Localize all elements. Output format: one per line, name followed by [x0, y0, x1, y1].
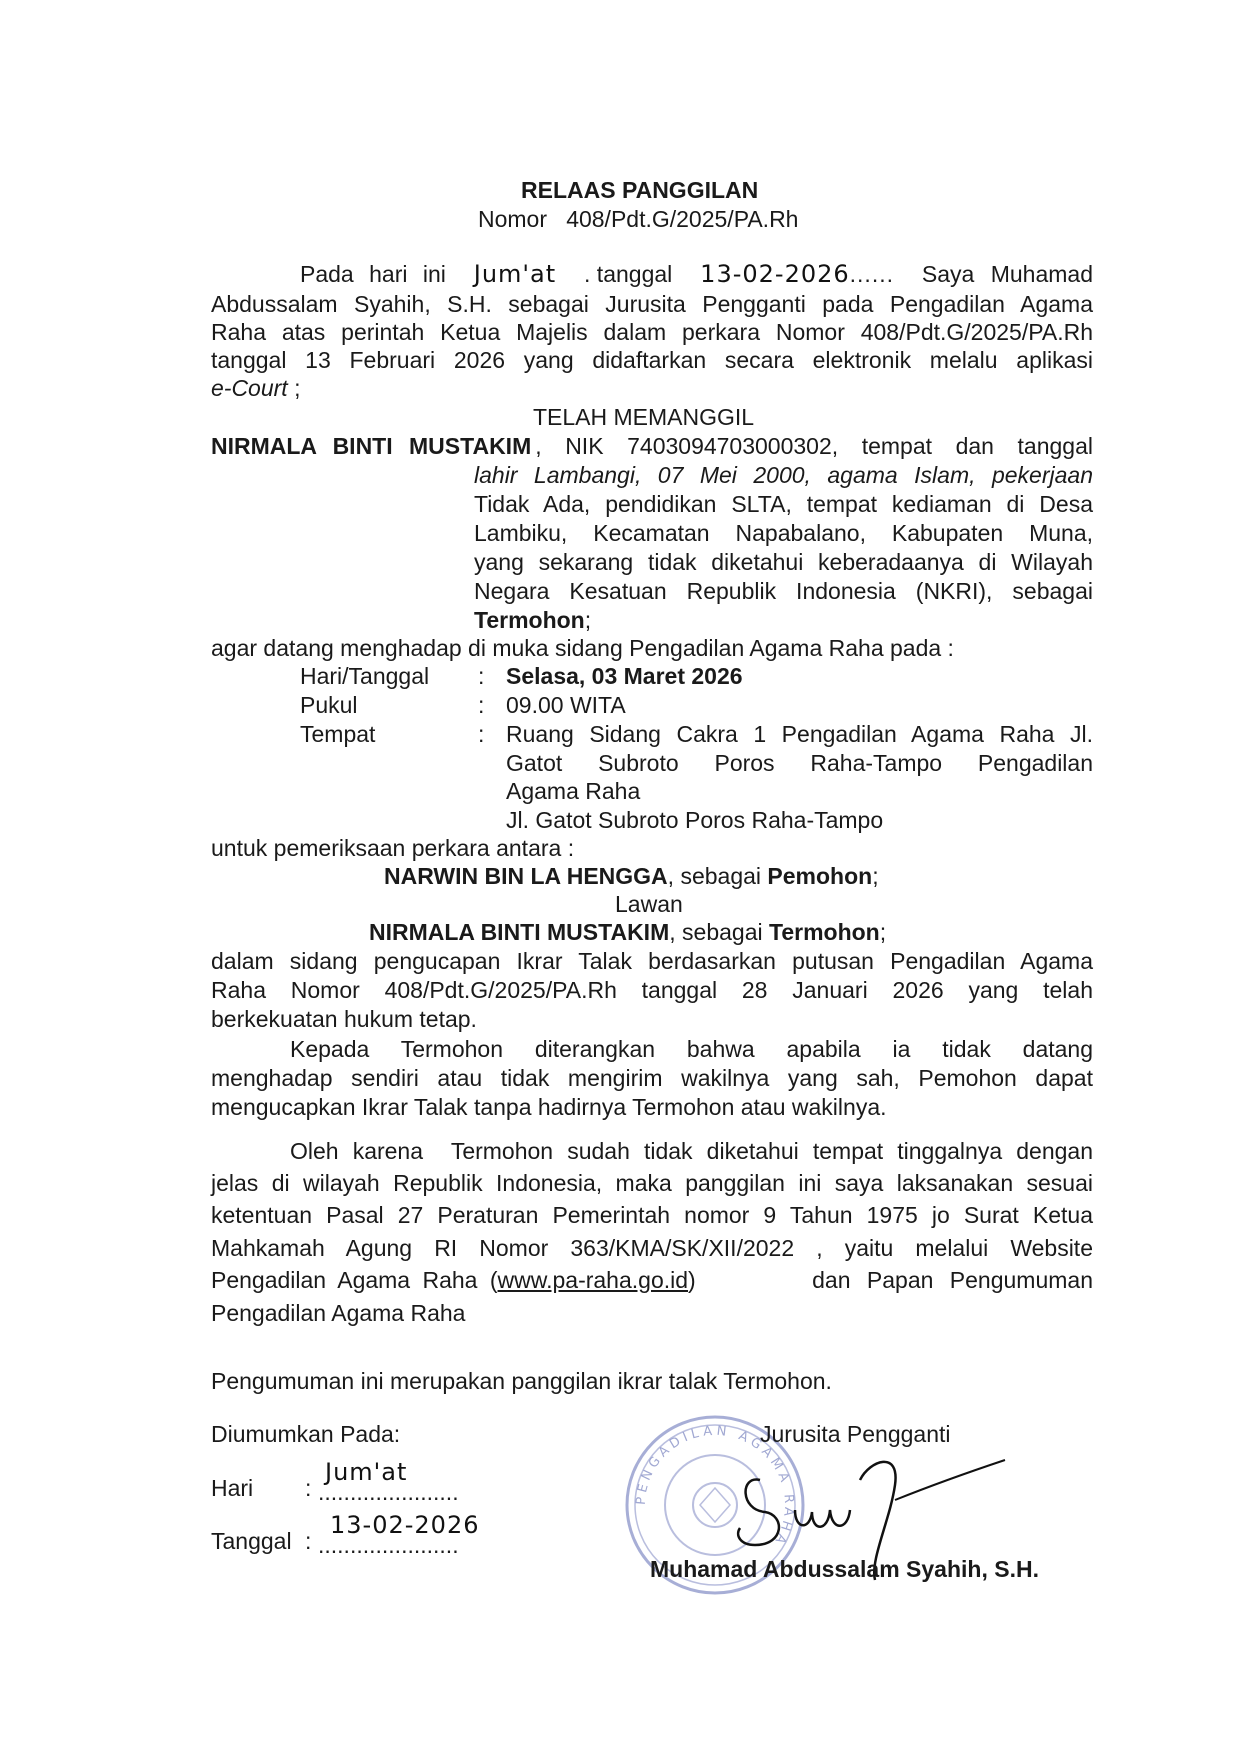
summons-birth-text: lahir Lambangi, 07 Mei 2000, agama Islam, pekerjaan — [474, 462, 1093, 488]
announce-date-sep: : — [305, 1528, 312, 1554]
opening-line-1 — [300, 260, 1093, 289]
olehkarena-line-5-close: ) — [688, 1267, 696, 1293]
signer-name — [650, 1555, 1039, 1584]
announced-on-label: Diumumkan Pada: — [211, 1421, 401, 1447]
respondent-name: NIRMALA BINTI MUSTAKIM — [211, 433, 532, 459]
handwritten-day: Jum'at — [473, 260, 557, 288]
document-title: RELAAS PANGGILAN — [521, 177, 759, 203]
summons-line-6: Negara Kesatuan Republik Indonesia (NKRI), sebagai — [474, 578, 1093, 604]
olehkarena-line-2: jelas di wilayah Republik Indonesia, maka panggilan ini saya laksanakan sesuai — [211, 1170, 1093, 1196]
termohon-semi: ; — [879, 919, 887, 945]
ecourt-text: e-Court — [211, 375, 288, 401]
summons-line-5: yang sekarang tidak diketahui keberadaanya di Wilayah — [474, 549, 1093, 575]
olehkarena-line-6: Pengadilan Agama Raha — [211, 1300, 466, 1326]
summons-line-7-rest: ; — [584, 607, 592, 633]
kepada-line-2: menghadap sendiri atau tidak mengirim wakilnya yang sah, Pemohon dapat — [211, 1065, 1093, 1091]
termohon-sebagai: , sebagai — [669, 919, 769, 945]
case-number — [478, 205, 798, 234]
announce-day-label: Hari — [211, 1475, 254, 1501]
announce-date-handwritten: 13-02-2026 — [330, 1511, 480, 1539]
summons-line-1 — [211, 432, 1093, 461]
olehkarena-line-5 — [211, 1266, 1093, 1295]
olehkarena-line-3: ketentuan Pasal 27 Peraturan Pemerintah nomor 9 Tahun 1975 jo Surat Ketua — [211, 1202, 1093, 1228]
opening-line-4: tanggal 13 Februari 2026 yang didaftarkan secara elektronik melalu aplikasi — [211, 347, 1093, 373]
opening-line-2: Abdussalam Syahih, S.H. sebagai Jurusita Pengganti pada Pengadilan Agama — [211, 291, 1093, 317]
opening-mid: . tanggal — [584, 261, 673, 287]
summons-line-4: Lambiku, Kecamatan Napabalano, Kabupaten Muna, — [474, 520, 1093, 546]
attend-colon-day: : — [478, 663, 485, 689]
attend-place-line-3: Agama Raha — [506, 778, 641, 804]
pemohon-name: NARWIN BIN LA HENGGA — [384, 863, 668, 889]
attend-label-day: Hari/Tanggal — [300, 663, 430, 689]
signer-role: Jurusita Pengganti — [760, 1421, 951, 1447]
kepada-line-1: Kepada Termohon diterangkan bahwa apabila ia tidak datang — [290, 1036, 1093, 1062]
opening-prefix: Pada hari ini — [300, 261, 446, 287]
handwritten-date: 13-02-2026 — [700, 260, 850, 288]
attend-label-place: Tempat — [300, 721, 376, 747]
opening-suffix: Saya Muhamad — [921, 261, 1093, 287]
summons-role: Termohon — [474, 607, 585, 633]
parties-intro: untuk pemeriksaan perkara antara : — [211, 835, 575, 861]
olehkarena-line-4: Mahkamah Agung RI Nomor 363/KMA/SK/XII/2022 , yaitu melalui Website — [211, 1235, 1093, 1261]
olehkarena-line-5-suffix: dan Papan Pengumuman — [812, 1267, 1093, 1293]
website-link[interactable]: www.pa-raha.go.id — [497, 1267, 689, 1293]
stamp-text: PENGADILAN AGAMA RAHA — [633, 1423, 797, 1550]
sidang-line-2: Raha Nomor 408/Pdt.G/2025/PA.Rh tanggal 28 Januari 2026 yang telah — [211, 977, 1093, 1003]
opening-dots: ...... — [849, 261, 894, 287]
opening-line-5 — [211, 374, 300, 403]
announce-date-label: Tanggal — [211, 1528, 292, 1554]
kepada-line-3: mengucapkan Ikrar Talak tanpa hadirnya Termohon atau wakilnya. — [211, 1094, 887, 1120]
parties-pemohon — [384, 862, 879, 891]
attend-value-time: 09.00 WITA — [506, 692, 626, 718]
sidang-line-3: berkekuatan hukum tetap. — [211, 1006, 477, 1032]
case-number-label: Nomor — [478, 206, 548, 232]
announce-day-dots: ...................... — [318, 1479, 459, 1505]
pemohon-sebagai: , sebagai — [667, 863, 768, 889]
summons-line-1-rest: , NIK 7403094703000302, tempat dan tanggal — [535, 433, 1093, 459]
attend-place-line-4: Jl. Gatot Subroto Poros Raha-Tampo — [506, 807, 884, 833]
termohon-name: NIRMALA BINTI MUSTAKIM — [369, 919, 670, 945]
case-number-value: 408/Pdt.G/2025/PA.Rh — [566, 206, 799, 232]
opening-line-5-rest: ; — [287, 375, 301, 401]
signer-name-text: Muhamad Abdussalam Syahih, S.H. — [650, 1556, 1039, 1582]
announce-date-dots: ...................... — [318, 1532, 459, 1558]
attend-label-time: Pukul — [300, 692, 358, 718]
sidang-line-1: dalam sidang pengucapan Ikrar Talak berdasarkan putusan Pengadilan Agama — [211, 948, 1093, 974]
pemohon-role: Pemohon — [767, 863, 873, 889]
attend-value-place: Ruang Sidang Cakra 1 Pengadilan Agama Raha Jl. — [506, 721, 1093, 747]
hearing-date: Selasa, 03 Maret 2026 — [506, 663, 743, 689]
parties-lawan: Lawan — [615, 891, 683, 917]
summons-line-2 — [474, 461, 1093, 490]
summons-line-3: Tidak Ada, pendidikan SLTA, tempat kediaman di Desa — [474, 491, 1093, 517]
announcement-note: Pengumuman ini merupakan panggilan ikrar talak Termohon. — [211, 1368, 832, 1394]
summons-heading: TELAH MEMANGGIL — [533, 404, 755, 430]
attend-colon-time: : — [478, 692, 485, 718]
attend-intro: agar datang menghadap di muka sidang Pengadilan Agama Raha pada : — [211, 635, 954, 661]
parties-termohon — [369, 918, 886, 947]
termohon-role: Termohon — [769, 919, 880, 945]
announce-day-sep: : — [305, 1475, 312, 1501]
attend-value-day — [506, 662, 743, 691]
olehkarena-line-5-prefix: Pengadilan Agama Raha ( — [211, 1267, 498, 1293]
olehkarena-line-1: Oleh karena Termohon sudah tidak diketahui tempat tinggalnya dengan — [290, 1138, 1093, 1164]
summons-line-7 — [474, 606, 591, 635]
opening-line-3: Raha atas perintah Ketua Majelis dalam perkara Nomor 408/Pdt.G/2025/PA.Rh — [211, 319, 1093, 345]
attend-colon-place: : — [478, 721, 485, 747]
attend-place-line-2: Gatot Subroto Poros Raha-Tampo Pengadilan — [506, 750, 1093, 776]
announce-day-handwritten: Jum'at — [325, 1458, 408, 1486]
pemohon-semi: ; — [872, 863, 879, 889]
